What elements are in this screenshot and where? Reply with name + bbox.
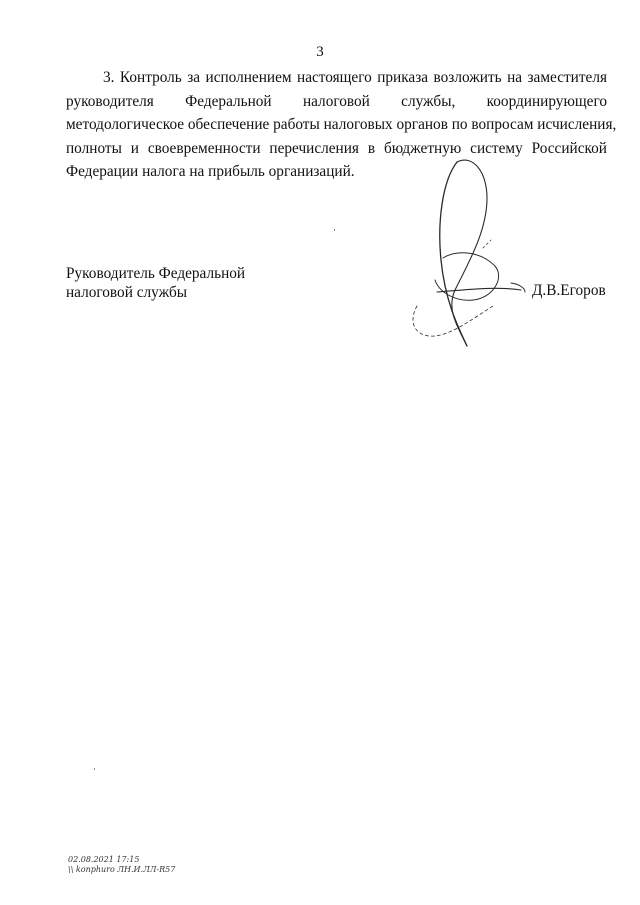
signer-name: Д.В.Егоров [532,282,606,299]
paragraph-line: 3. Контроль за исполнением настоящего приказа возложить на заместителя [103,69,607,86]
signatory-position-line: Руководитель Федеральной [66,265,246,282]
paragraph-line: руководителя Федеральной налоговой службы, координирующего [66,92,607,110]
page-number: 3 [316,44,324,60]
scan-speck [334,229,335,231]
document-footer [68,855,175,875]
footer-reference: \\ konphuro ЛН.И.ЛЛ-R57 [68,865,176,874]
scan-speck [94,768,95,770]
footer-timestamp: 02.08.2021 17:15 [68,855,140,864]
signatory-position [66,264,245,302]
paragraph-line: Федерации налога на прибыль организаций. [66,163,355,180]
paragraph-line: методологическое обеспечение работы налоговых органов по вопросам исчисления, [66,116,617,133]
signatory-position-line: налоговой службы [66,284,188,301]
handwritten-signature [395,150,545,355]
paragraph-line: полноты и своевременности перечисления в бюджетную систему Российской [66,139,607,157]
